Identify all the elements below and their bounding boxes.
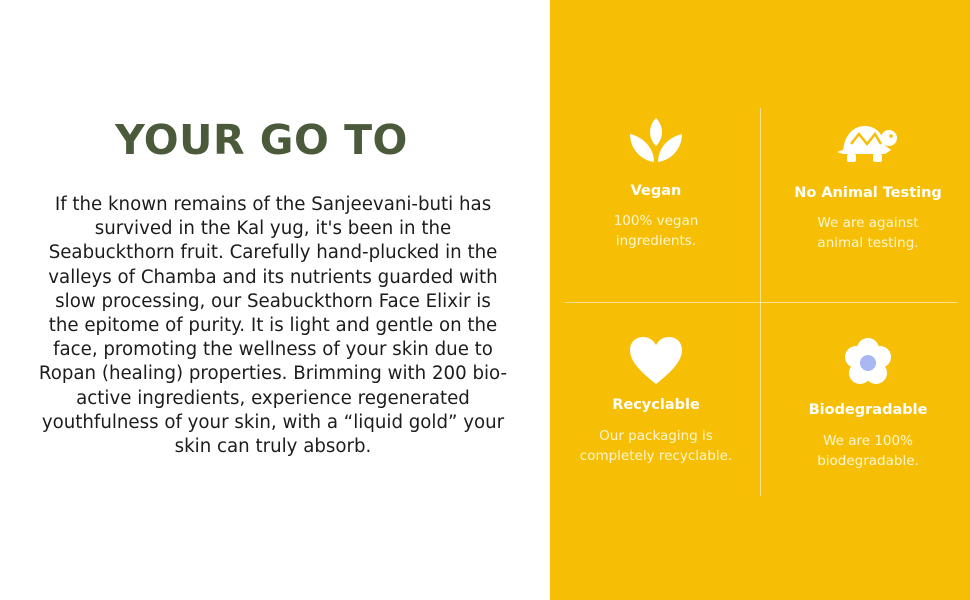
section-heading: YOUR GO TO bbox=[115, 116, 408, 164]
feature-no-animal-testing bbox=[768, 120, 968, 253]
feature-desc-line2: completely recyclable. bbox=[579, 448, 733, 464]
feature-desc-line2: biodegradable. bbox=[817, 453, 919, 469]
tortoise-icon bbox=[837, 120, 899, 168]
feature-desc-line2: ingredients. bbox=[615, 233, 697, 249]
leaf-icon bbox=[626, 116, 686, 168]
horizontal-divider bbox=[565, 302, 957, 303]
product-description: If the known remains of the Sanjeevani-buti has survived in the Kal yug, it's been in the Seabuckthorn fruit. Carefully hand-plucked in the valleys of Chamba and its nutrients guarded with slow processing, our Seabuckthorn Face Elixir is the epitome of purity. It is light and gentle on the face, promoting the wellness of your skin due to Ropan (healing) properties. Brimming with 200 bio-active ingredients, experience regenerated youthfulness of your skin, with a “liquid gold” your skin can truly absorb. bbox=[38, 194, 508, 458]
feature-desc-line1: We are 100% bbox=[823, 433, 913, 449]
feature-desc-line2: animal testing. bbox=[817, 235, 919, 251]
features-panel bbox=[550, 0, 970, 600]
feature-vegan bbox=[556, 116, 756, 251]
feature-title: No Animal Testing bbox=[794, 185, 942, 201]
feature-title: Recyclable bbox=[612, 397, 700, 413]
feature-desc-line1: 100% vegan bbox=[613, 213, 699, 229]
feature-biodegradable bbox=[768, 337, 968, 471]
feature-title: Biodegradable bbox=[808, 402, 928, 418]
feature-title: Vegan bbox=[630, 183, 682, 199]
heart-icon bbox=[628, 336, 684, 386]
feature-recyclable bbox=[556, 336, 756, 466]
feature-desc-line1: We are against bbox=[817, 215, 919, 231]
flower-icon bbox=[842, 337, 894, 389]
feature-desc-line1: Our packaging is bbox=[599, 428, 713, 444]
